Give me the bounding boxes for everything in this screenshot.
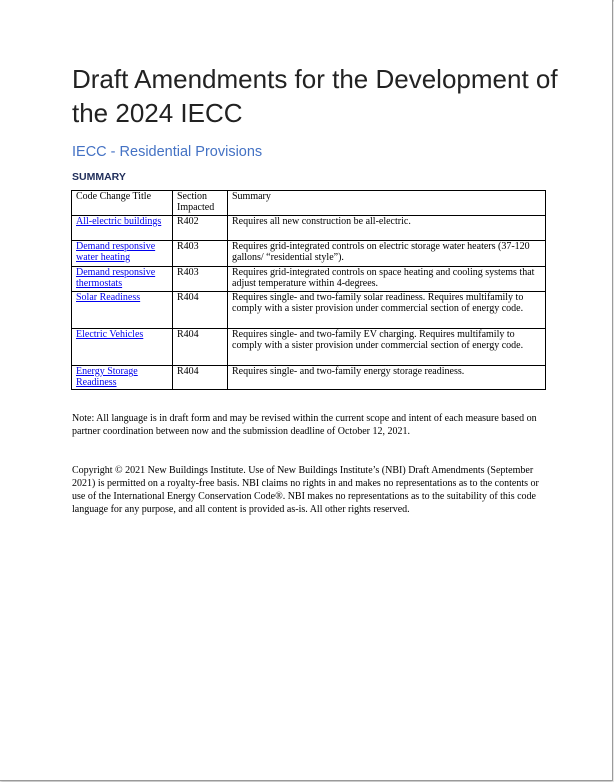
table-row — [72, 267, 546, 292]
draft-note: Note: All language is in draft form and may be revised within the current scope and intent of each measure based on partner coordination between now and the submission deadline of October 12, 2021. — [72, 413, 537, 437]
row-summary-cell: Requires all new construction be all-electric. — [228, 216, 546, 241]
copyright-notice: Copyright © 2021 New Buildings Institute. Use of New Buildings Institute’s (NBI) Draft Amendments (September 2021) is permitted on a royalty-free basis. NBI claims no rights in and makes no representations as to the contents or use of the International Energy Conservation Code®. NBI makes no representations as to the suitability of this code language for any purpose, and all content is provided as-is. All other rights reserved. — [72, 465, 539, 515]
solar-readiness-link[interactable]: Solar Readiness — [76, 292, 141, 303]
row-section-cell: R404 — [173, 366, 228, 390]
row-section-cell: R404 — [173, 292, 228, 329]
row-section-cell: R403 — [173, 241, 228, 267]
table-row — [72, 329, 546, 366]
row-title-cell — [72, 216, 173, 241]
row-title-cell — [72, 292, 173, 329]
row-summary-cell: Requires single- and two-family energy storage readiness. — [228, 366, 546, 390]
row-section-cell: R404 — [173, 329, 228, 366]
summary-table — [71, 190, 546, 390]
electric-vehicles-link[interactable]: Electric Vehicles — [76, 329, 144, 340]
row-title-cell — [72, 267, 173, 292]
row-summary-cell: Requires grid-integrated controls on electric storage water heaters (37-120 gallons/ “residential style”). — [228, 241, 546, 267]
summary-heading: SUMMARY — [72, 171, 126, 183]
header-section-impacted: Section Impacted — [173, 191, 228, 216]
document-subtitle: IECC - Residential Provisions — [72, 144, 263, 160]
table-row — [72, 216, 546, 241]
row-title-cell — [72, 366, 173, 390]
row-summary-cell: Requires single- and two-family EV charging. Requires multifamily to comply with a sister provision under commercial section of energy code. — [228, 329, 546, 366]
energy-storage-readiness-link[interactable]: Energy Storage Readiness — [76, 366, 138, 388]
table-row — [72, 241, 546, 267]
all-electric-buildings-link[interactable]: All-electric buildings — [76, 216, 162, 227]
row-section-cell: R403 — [173, 267, 228, 292]
row-summary-cell: Requires grid-integrated controls on space heating and cooling systems that adjust temperature within 4-degrees. — [228, 267, 546, 292]
table-row — [72, 366, 546, 390]
header-summary: Summary — [228, 191, 546, 216]
header-code-change-title: Code Change Title — [72, 191, 173, 216]
row-title-cell — [72, 329, 173, 366]
row-section-cell: R402 — [173, 216, 228, 241]
table-row — [72, 292, 546, 329]
row-summary-cell: Requires single- and two-family solar readiness. Requires multifamily to comply with a sister provision under commercial section of energy code. — [228, 292, 546, 329]
demand-responsive-water-heating-link[interactable]: Demand responsive water heating — [76, 241, 156, 263]
row-title-cell — [72, 241, 173, 267]
document-title: Draft Amendments for the Development of the 2024 IECC — [72, 64, 558, 128]
table-header-row — [72, 191, 546, 216]
demand-responsive-thermostats-link[interactable]: Demand responsive thermostats — [76, 267, 156, 289]
